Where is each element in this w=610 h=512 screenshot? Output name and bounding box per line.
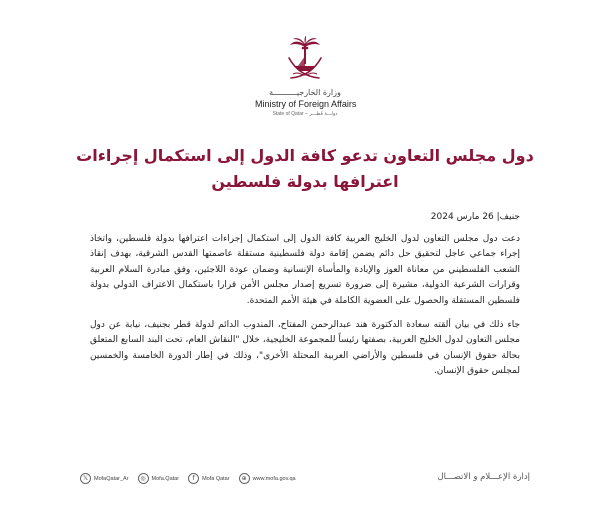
- social-label: Mofa.Qatar: [151, 475, 180, 482]
- instagram-icon: ◎: [138, 473, 149, 484]
- social-links: [80, 473, 296, 484]
- social-x[interactable]: [80, 473, 129, 484]
- headline: [70, 143, 540, 195]
- qatar-emblem-icon: [283, 36, 327, 86]
- x-icon: 𝕏: [80, 473, 91, 484]
- social-website[interactable]: [239, 473, 296, 484]
- ministry-logo: [255, 36, 355, 118]
- facebook-icon: f: [188, 473, 199, 484]
- paragraph-2: جاء ذلك في بيان ألقته سعادة الدكتورة هند عبدالرحمن المفتاح، المندوب الدائم لدولة قطر بجنيف، نيابة عن دول مجلس التعاون لدول الخليج العربية، بصفتها رئيساً للمجموعة الخليجية، خلال "النقاش العام، تحت البند السابع المتعلق بحالة حقوق الإنسان في فلسطين والأراضي العربية المحتلة الأخرى"، وذلك في إطار الدورة الخامسة والخمسين لمجلس حقوق الإنسان.: [90, 319, 520, 377]
- social-instagram[interactable]: [138, 473, 180, 484]
- ministry-name-arabic: وزارة الخارجيــــــــــة: [269, 88, 341, 97]
- ministry-name-english: Ministry of Foreign Affairs: [255, 99, 357, 109]
- headline-line-1: دول مجلس التعاون تدعو كافة الدول إلى استكمال إجراءات: [76, 146, 534, 165]
- social-label: www.mofa.gov.qa: [252, 475, 296, 482]
- social-label: MofaQatar_Ar: [94, 475, 129, 482]
- article-body: [90, 210, 520, 388]
- state-of-qatar-label: State of Qatar – دولـــة قطـــر: [272, 111, 338, 117]
- dateline: جنيف| 26 مارس 2024: [430, 212, 520, 222]
- social-label: Mofa Qatar: [202, 475, 230, 482]
- globe-icon: ⊕: [239, 473, 250, 484]
- headline-line-2: اعترافها بدولة فلسطين: [211, 172, 399, 191]
- footer: [0, 470, 610, 492]
- social-facebook[interactable]: [188, 473, 230, 484]
- department-name: إدارة الإعـــلام و الاتصـــال: [437, 472, 530, 482]
- paragraph-1: دعت دول مجلس التعاون لدول الخليج العربية كافة الدول إلى استكمال إجراءات اعترافها بدولة فلسطين، واتخاذ إجراء جماعي عاجل لتحقيق حل دائم يضمن إقامة دولة فلسطينية مستقلة عاصمتها القدس الشرقية، بهدف إنقاذ الشعب الفلسطيني من معاناة العوز والإبادة والمأساة الإنسانية وضمان عودة اللاجئين، وفق مبادرة السلام العربية وقرارات الشرعية الدولية، مشيرة إلى ضرورة تسريع إصدار مجلس الأمن قرارا باستكمال الاعتراف الدولي بدولة فلسطين المستقلة والحصول على العضوية الكاملة في هيئة الأمم المتحدة.: [90, 233, 520, 306]
